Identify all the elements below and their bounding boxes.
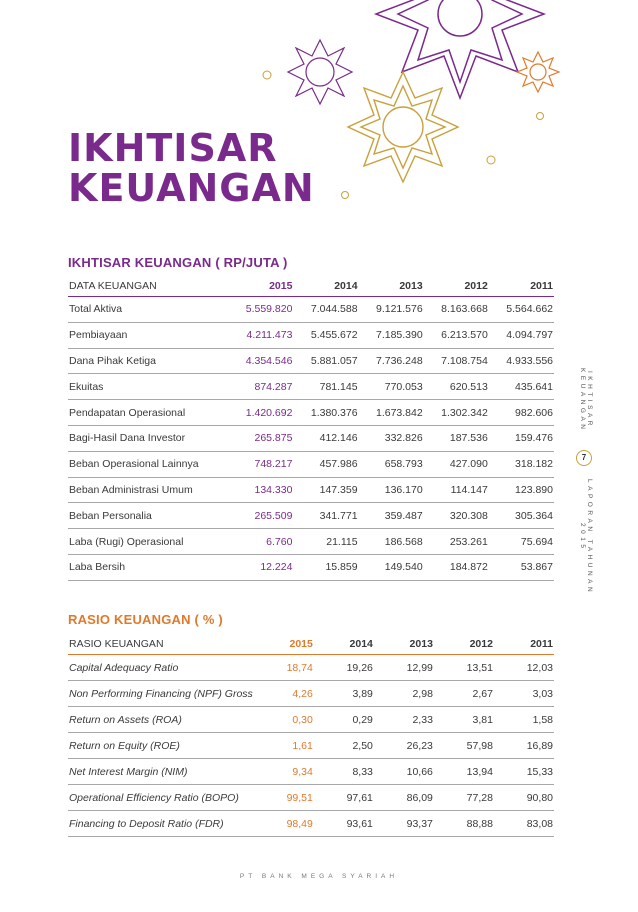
- table-row: [68, 554, 554, 580]
- row-value: 77,28: [466, 791, 493, 804]
- row-value: 0,30: [292, 713, 313, 726]
- row-value: 620.513: [449, 380, 488, 393]
- row-value: 2,33: [412, 713, 433, 726]
- financial-section-title: IKHTISAR KEUANGAN ( RP/JUTA ): [68, 255, 288, 270]
- row-value: 5.564.662: [506, 303, 553, 316]
- row-value: 412.146: [319, 432, 358, 445]
- ratio-section-title: RASIO KEUANGAN ( % ): [68, 612, 223, 627]
- row-value: 9.121.576: [375, 303, 423, 316]
- row-value: 21.115: [326, 535, 358, 548]
- row-value: 1.673.842: [375, 406, 423, 419]
- footer-company-name: PT BANK MEGA SYARIAH: [239, 873, 399, 880]
- row-value: 5.455.672: [310, 329, 358, 342]
- row-value: 781.145: [319, 380, 358, 393]
- table-row: [68, 707, 554, 733]
- header-year: 2015: [289, 638, 313, 650]
- table-row: [68, 529, 554, 555]
- row-value: 187.536: [449, 432, 488, 445]
- table-row: [68, 477, 554, 503]
- row-value: 5.559.820: [245, 303, 293, 316]
- header-year: 2014: [334, 280, 358, 292]
- table-row: [68, 348, 554, 374]
- row-label: Ekuitas: [69, 380, 104, 393]
- header-year: 2012: [469, 638, 493, 650]
- table-row: [68, 655, 554, 681]
- table-row: [68, 297, 554, 323]
- row-value: 4.354.546: [245, 354, 293, 367]
- row-value: 7.108.754: [441, 354, 488, 367]
- table-row: [68, 425, 554, 451]
- row-value: 134.330: [254, 483, 293, 496]
- row-value: 16,89: [526, 739, 553, 752]
- row-label: Return on Assets (ROA): [69, 713, 182, 726]
- row-value: 75.694: [520, 535, 553, 548]
- row-value: 305.364: [515, 509, 553, 522]
- row-label: Operational Efficiency Ratio (BOPO): [69, 791, 239, 804]
- row-value: 3,81: [472, 713, 493, 726]
- financial-header-row: [68, 276, 554, 297]
- row-value: 1.420.692: [245, 406, 293, 419]
- financial-table: [68, 276, 554, 581]
- page-title-line1: IKHTISAR: [68, 126, 278, 170]
- header-year: 2014: [349, 638, 373, 650]
- row-value: 114.147: [450, 483, 488, 496]
- row-value: 18,74: [286, 661, 313, 674]
- row-value: 57,98: [466, 739, 493, 752]
- row-label: Non Performing Financing (NPF) Gross: [69, 687, 253, 700]
- row-value: 15.859: [325, 561, 358, 574]
- row-label: Beban Administrasi Umum: [69, 483, 193, 496]
- star-ornament-purple-large: [376, 0, 544, 98]
- row-label: Return on Equity (ROE): [69, 739, 180, 752]
- row-value: 83,08: [526, 817, 553, 830]
- row-value: 658.793: [384, 458, 423, 471]
- row-value: 8.163.668: [441, 303, 488, 316]
- row-value: 435.641: [515, 380, 553, 393]
- row-value: 149.540: [384, 561, 423, 574]
- row-value: 159.476: [515, 432, 553, 445]
- row-value: 7.044.588: [310, 303, 358, 316]
- row-value: 15,33: [526, 765, 553, 778]
- row-label: Pembiayaan: [69, 329, 128, 342]
- row-label: Dana Pihak Ketiga: [69, 354, 156, 367]
- row-value: 6.213.570: [441, 329, 488, 342]
- table-row: [68, 322, 554, 348]
- table-row: [68, 681, 554, 707]
- row-value: 99,51: [286, 791, 313, 804]
- row-value: 90,80: [526, 791, 553, 804]
- side-section-label: IKHTISAR KEUANGAN: [579, 367, 593, 433]
- row-value: 3,89: [352, 687, 373, 700]
- row-value: 93,37: [406, 817, 433, 830]
- row-value: 26,23: [406, 739, 433, 752]
- header-label: DATA KEUANGAN: [69, 280, 157, 292]
- side-report-label: LAPORAN TAHUNAN 2015: [579, 479, 593, 596]
- row-value: 4,26: [292, 687, 313, 700]
- header-year: 2015: [269, 280, 293, 292]
- row-value: 12.224: [260, 561, 293, 574]
- row-value: 6.760: [266, 535, 293, 548]
- row-value: 457.986: [319, 458, 358, 471]
- row-value: 4.211.473: [246, 329, 293, 342]
- row-value: 1,58: [532, 713, 553, 726]
- row-value: 2,67: [472, 687, 493, 700]
- row-value: 98,49: [286, 817, 313, 830]
- row-value: 0,29: [352, 713, 373, 726]
- header-year: 2012: [464, 280, 488, 292]
- row-value: 86,09: [406, 791, 433, 804]
- row-value: 265.875: [254, 432, 293, 445]
- table-row: [68, 733, 554, 759]
- row-value: 19,26: [346, 661, 373, 674]
- row-value: 253.261: [449, 535, 488, 548]
- header-label: RASIO KEUANGAN: [69, 638, 164, 650]
- row-value: 53.867: [520, 561, 553, 574]
- header-year: 2013: [399, 280, 423, 292]
- row-value: 184.872: [449, 561, 488, 574]
- row-value: 93,61: [346, 817, 373, 830]
- row-value: 136.170: [384, 483, 423, 496]
- star-ornament-gold-small: [517, 52, 559, 92]
- table-row: [68, 759, 554, 785]
- row-value: 13,51: [466, 661, 493, 674]
- table-row: [68, 451, 554, 477]
- row-value: 2,50: [352, 739, 373, 752]
- row-label: Laba Bersih: [69, 561, 126, 574]
- row-label: Beban Operasional Lainnya: [69, 458, 199, 471]
- row-value: 97,61: [346, 791, 373, 804]
- row-label: Laba (Rugi) Operasional: [69, 535, 184, 548]
- row-value: 320.308: [449, 509, 488, 522]
- row-value: 341.771: [319, 509, 358, 522]
- row-value: 8,33: [352, 765, 373, 778]
- row-value: 10,66: [406, 765, 433, 778]
- table-row: [68, 503, 554, 529]
- row-value: 7.736.248: [375, 354, 423, 367]
- star-ornament-purple-small: [288, 40, 352, 104]
- row-value: 359.487: [384, 509, 423, 522]
- row-value: 318.182: [515, 458, 553, 471]
- row-value: 770.053: [384, 380, 423, 393]
- ratio-table: [68, 634, 554, 837]
- row-value: 1,61: [292, 739, 313, 752]
- row-value: 5.881.057: [310, 354, 358, 367]
- page-title: [68, 128, 315, 208]
- row-value: 332.826: [384, 432, 423, 445]
- page-number: 7: [576, 450, 592, 466]
- row-value: 1.380.376: [310, 406, 358, 419]
- row-label: Beban Personalia: [69, 509, 152, 522]
- row-value: 88,88: [466, 817, 493, 830]
- row-value: 9,34: [292, 765, 313, 778]
- row-value: 147.359: [319, 483, 358, 496]
- row-label: Bagi-Hasil Dana Investor: [69, 432, 186, 445]
- row-value: 427.090: [449, 458, 488, 471]
- star-ornament-gold-large: [348, 72, 458, 182]
- row-value: 748.217: [254, 458, 293, 471]
- header-year: 2011: [530, 638, 553, 650]
- row-value: 3,03: [532, 687, 553, 700]
- row-value: 982.606: [515, 406, 553, 419]
- row-value: 12,03: [526, 661, 553, 674]
- row-value: 13,94: [466, 765, 493, 778]
- table-row: [68, 374, 554, 400]
- table-row: [68, 785, 554, 811]
- header-year: 2013: [409, 638, 433, 650]
- table-row: [68, 400, 554, 426]
- row-value: 1.302.342: [441, 406, 488, 419]
- row-value: 4.094.797: [506, 329, 553, 342]
- page-title-line2: KEUANGAN: [68, 166, 315, 210]
- row-value: 874.287: [254, 380, 293, 393]
- row-value: 123.890: [515, 483, 553, 496]
- row-label: Total Aktiva: [69, 303, 123, 316]
- ratio-header-row: [68, 634, 554, 655]
- row-value: 265.509: [254, 509, 293, 522]
- row-value: 4.933.556: [506, 354, 553, 367]
- row-label: Net Interest Margin (NIM): [69, 765, 188, 778]
- row-label: Financing to Deposit Ratio (FDR): [69, 817, 224, 830]
- side-running-header: [571, 300, 595, 640]
- table-row: [68, 811, 554, 837]
- row-value: 7.185.390: [375, 329, 423, 342]
- row-label: Pendapatan Operasional: [69, 406, 186, 419]
- row-label: Capital Adequacy Ratio: [69, 661, 179, 674]
- header-year: 2011: [530, 280, 553, 292]
- row-value: 2,98: [412, 687, 433, 700]
- row-value: 12,99: [406, 661, 433, 674]
- row-value: 186.568: [384, 535, 423, 548]
